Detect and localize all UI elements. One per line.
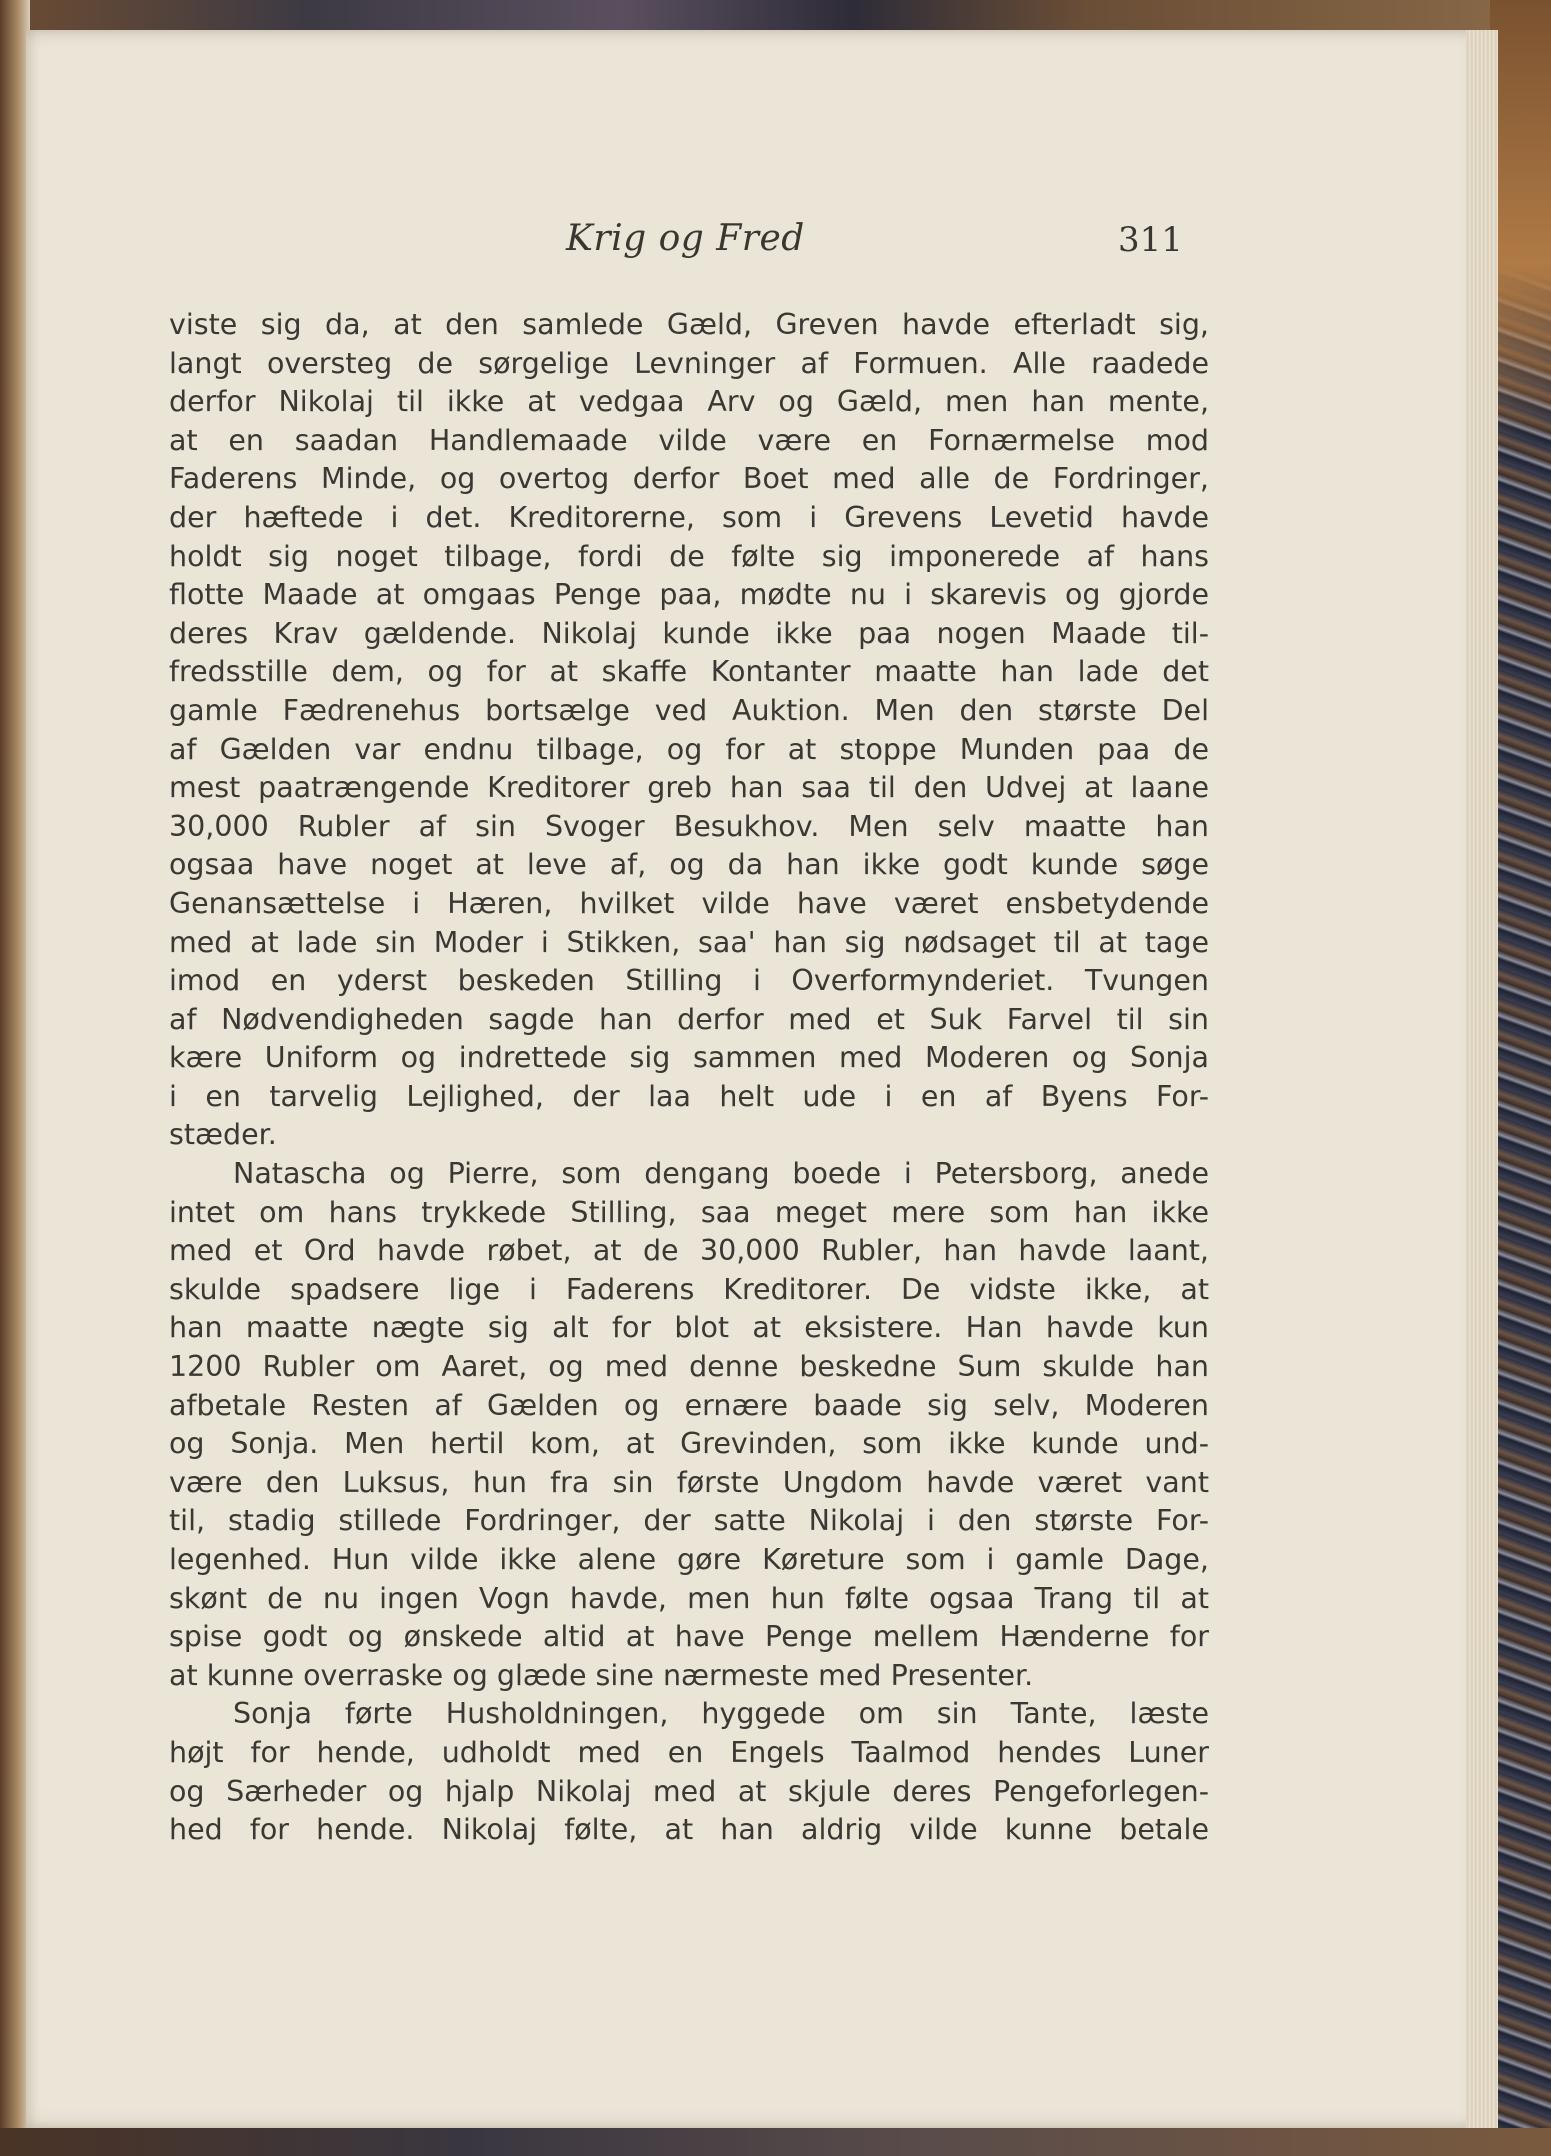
text-line: hed for hende. Nikolaj følte, at han aldrig vilde kunne betale <box>169 1813 1209 1847</box>
running-title: Krig og Fred <box>566 218 805 259</box>
text-line: der hæftede i det. Kreditorerne, som i Grevens Levetid havde <box>169 500 1209 534</box>
text-line: i en tarvelig Lejlighed, der laa helt ude i en af Byens For- <box>169 1079 1209 1113</box>
text-line: derfor Nikolaj til ikke at vedgaa Arv og Gæld, men han mente, <box>169 385 1209 419</box>
text-line: flotte Maade at omgaas Penge paa, mødte nu i skarevis og gjorde <box>169 578 1209 612</box>
text-line: stæder. <box>169 1118 277 1152</box>
text-line: viste sig da, at den samlede Gæld, Greven havde efterladt sig, <box>169 308 1209 341</box>
text-line: med et Ord havde røbet, at de 30,000 Rubler, han havde laant, <box>169 1234 1209 1268</box>
text-line: at kunne overraske og glæde sine nærmeste med Presenter. <box>169 1658 1034 1692</box>
marbled-cover-board <box>1490 0 1551 2156</box>
text-line: Sonja førte Husholdningen, hyggede om sin Tante, læste <box>233 1697 1209 1731</box>
text-line: med at lade sin Moder i Stikken, saa' han sig nødsaget til at tage <box>169 925 1209 959</box>
book-cover-bottom <box>0 2128 1551 2156</box>
text-line: han maatte nægte sig alt for blot at eksistere. Han havde kun <box>169 1311 1209 1345</box>
text-line: langt oversteg de sørgelige Levninger af Formuen. Alle raadede <box>169 346 1209 380</box>
text-line: spise godt og ønskede altid at have Penge mellem Hænderne for <box>169 1620 1209 1654</box>
text-line: 30,000 Rubler af sin Svoger Besukhov. Men selv maatte han <box>169 809 1209 843</box>
text-line: af Gælden var endnu tilbage, og for at stoppe Munden paa de <box>169 732 1209 766</box>
page-header <box>26 218 1492 268</box>
text-line: Natascha og Pierre, som dengang boede i Petersborg, anede <box>233 1157 1209 1191</box>
text-line: gamle Fædrenehus bortsælge ved Auktion. Men den største Del <box>169 693 1209 727</box>
text-line: af Nødvendigheden sagde han derfor med et Suk Farvel til sin <box>169 1002 1209 1036</box>
text-line: Faderens Minde, og overtog derfor Boet med alle de Fordringer, <box>169 462 1209 496</box>
text-line: højt for hende, udholdt med en Engels Taalmod hendes Luner <box>169 1735 1209 1769</box>
text-line: kære Uniform og indrettede sig sammen med Moderen og Sonja <box>169 1041 1209 1075</box>
text-line: ogsaa have noget at leve af, og da han ikke godt kunde søge <box>169 848 1209 882</box>
text-line: intet om hans trykkede Stilling, saa meget mere som han ikke <box>169 1195 1209 1229</box>
text-line: 1200 Rubler om Aaret, og med denne beskedne Sum skulde han <box>169 1350 1209 1384</box>
text-line: og Særheder og hjalp Nikolaj med at skjule deres Pengeforlegen- <box>169 1774 1209 1808</box>
book-page <box>26 30 1492 2128</box>
text-line: legenhed. Hun vilde ikke alene gøre Køreture som i gamle Dage, <box>169 1543 1209 1576</box>
body-text <box>169 306 1209 1850</box>
text-line: og Sonja. Men hertil kom, at Grevinden, som ikke kunde und- <box>169 1427 1209 1461</box>
page-number: 311 <box>1118 220 1183 260</box>
text-line: at en saadan Handlemaade vilde være en Fornærmelse mod <box>169 423 1209 457</box>
text-line: være den Luksus, hun fra sin første Ungdom havde været vant <box>169 1465 1209 1499</box>
text-line: deres Krav gældende. Nikolaj kunde ikke paa nogen Maade til- <box>169 616 1209 650</box>
text-line: imod en yderst beskeden Stilling i Overformynderiet. Tvungen <box>169 964 1209 998</box>
text-line: Genansættelse i Hæren, hvilket vilde have været ensbetydende <box>169 886 1209 920</box>
text-line: mest paatrængende Kreditorer greb han saa til den Udvej at laane <box>169 771 1209 805</box>
text-line: skulde spadsere lige i Faderens Kreditorer. De vidste ikke, at <box>169 1272 1209 1306</box>
text-line: holdt sig noget tilbage, fordi de følte sig imponerede af hans <box>169 539 1209 573</box>
text-line: til, stadig stillede Fordringer, der satte Nikolaj i den største For- <box>169 1504 1209 1538</box>
page-edge-stack <box>1466 30 1498 2128</box>
text-line: fredsstille dem, og for at skaffe Kontanter maatte han lade det <box>169 655 1209 689</box>
text-line: afbetale Resten af Gælden og ernære baade sig selv, Moderen <box>169 1388 1209 1422</box>
text-line: skønt de nu ingen Vogn havde, men hun følte ogsaa Trang til at <box>169 1581 1209 1615</box>
